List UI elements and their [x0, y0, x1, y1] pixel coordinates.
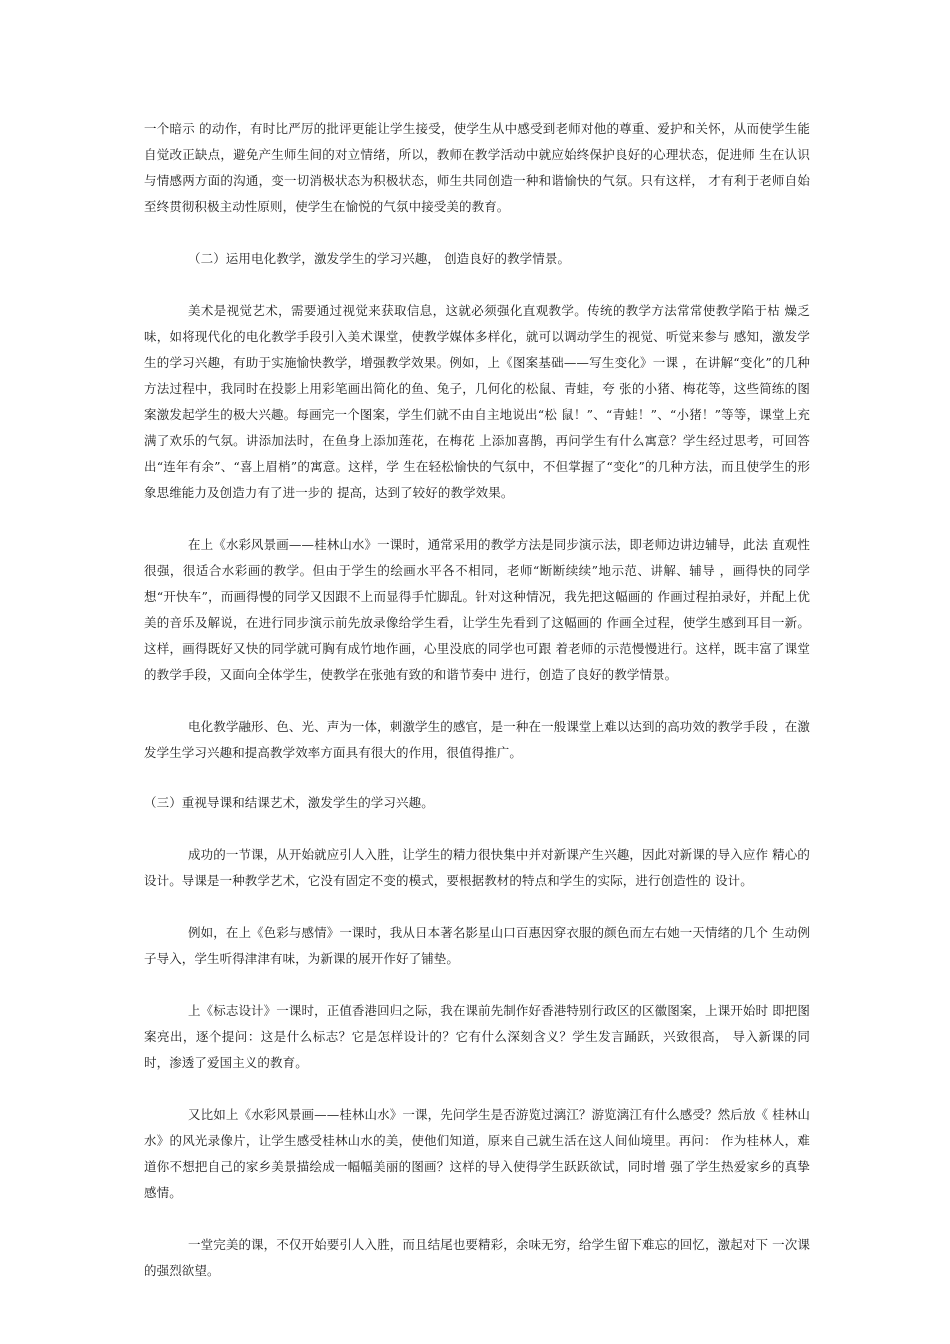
section-heading-2: （二）运用电化教学，激发学生的学习兴趣， 创造良好的教学情景。 [188, 251, 571, 266]
section-heading-3: （三）重视导课和结课艺术，激发学生的学习兴趣。 [144, 795, 434, 810]
paragraph-visual-art: 美术是视觉艺术，需要通过视觉来获取信息，这就必须强化直观教学。传统的教学方法常常使教学陷于枯 燥乏味，如将现代化的电化教学手段引入美术课堂，使教学媒体多样化，就可以调动学生的视觉、听觉来参与 感知，激发学生的学习兴趣，有助于实施愉快教学，增强教学效果。例如，上《图案基础——写生变化》一课 ，在讲解“变化”的几种方法过程中，我同时在投影上用彩笔画出简化的鱼、兔子，几何化的松鼠、青蛙，夸 张的小猪、梅花等，这些简练的图案激发起学生的极大兴趣。每画完一个图案，学生们就不由自主地说出“松 鼠！”、“青蛙！”、“小猪！”等等，课堂上充满了欢乐的气氛。讲添加法时，在鱼身上添加莲花，在梅花 上添加喜鹊，再问学生有什么寓意？学生经过思考，可回答出“连年有余”、“喜上眉梢”的寓意。这样，学 生在轻松愉快的气氛中，不但掌握了“变化”的几种方法，而且使学生的形象思维能力及创造力有了进一步的 提高，达到了较好的教学效果。 [144, 303, 810, 500]
paragraph-av-teaching: 电化教学融形、色、光、声为一体，刺激学生的感官，是一种在一般课堂上难以达到的高功效的教学手段 ，在激发学生学习兴趣和提高教学效率方面具有很大的作用，很值得推广。 [144, 719, 810, 760]
document-page [144, 116, 810, 1284]
paragraph-lesson-intro: 成功的一节课，从开始就应引人入胜，让学生的精力很快集中并对新课产生兴趣，因此对新课的导入应作 精心的设计。导课是一种教学艺术，它没有固定不变的模式，要根据教材的特点和学生的实际，进行创造性的 设计。 [144, 847, 810, 888]
paragraph-logo-design: 上《标志设计》一课时，正值香港回归之际，我在课前先制作好香港特别行政区的区徽图案，上课开始时 即把图案亮出，逐个提问：这是什么标志？它是怎样设计的？它有什么深刻含义？学生发言踊跃，兴致很高， 导入新课的同时，渗透了爱国主义的教育。 [144, 1003, 810, 1070]
paragraph-guilin-landscape: 又比如上《水彩风景画——桂林山水》一课，先问学生是否游览过漓江？游览漓江有什么感受？然后放《 桂林山水》的风光录像片，让学生感受桂林山水的美，使他们知道，原来自己就生活在这人间仙境里。再问： 作为桂林人，难道你不想把自己的家乡美景描绘成一幅幅美丽的图画？这样的导入使得学生跃跃欲试，同时增 强了学生热爱家乡的真挚感情。 [144, 1107, 810, 1200]
paragraph-lesson-ending: 一堂完美的课，不仅开始要引人入胜，而且结尾也要精彩，余味无穷，给学生留下难忘的回忆，激起对下 一次课的强烈欲望。 [144, 1237, 810, 1278]
paragraph-watercolor-demo: 在上《水彩风景画——桂林山水》一课时，通常采用的教学方法是同步演示法，即老师边讲边辅导，此法 直观性很强，很适合水彩画的教学。但由于学生的绘画水平各不相同，老师“断断续续”地示范、讲解、辅导 ，画得快的同学想“开快车”，而画得慢的同学又因跟不上而显得手忙脚乱。针对这种情况，我先把这幅画的 作画过程拍录好，并配上优美的音乐及解说，在进行同步演示前先放录像给学生看，让学生先看到了这幅画的 作画全过程，使学生感到耳目一新。这样，画得既好又快的同学就可胸有成竹地作画，心里没底的同学也可跟 着老师的示范慢慢进行。这样，既丰富了课堂的教学手段，又面向全体学生，使教学在张弛有致的和谐节奏中 进行，创造了良好的教学情景。 [144, 537, 810, 682]
paragraph-color-emotion: 例如，在上《色彩与感情》一课时，我从日本著名影星山口百惠因穿衣服的颜色而左右她一天情绪的几个 生动例子导入，学生听得津津有味，为新课的展开作好了铺垫。 [144, 925, 810, 966]
paragraph-intro-continuation: 一个暗示 的动作，有时比严厉的批评更能让学生接受，使学生从中感受到老师对他的尊重、爱护和关怀，从而使学生能 自觉改正缺点，避免产生师生间的对立情绪，所以，教师在教学活动中就应始终保护良好的心理状态，促进师 生在认识与情感两方面的沟通，变一切消极状态为积极状态，师生共同创造一种和谐愉快的气氛。只有这样， 才有利于老师自始至终贯彻积极主动性原则，使学生在愉悦的气氛中接受美的教育。 [144, 121, 810, 214]
